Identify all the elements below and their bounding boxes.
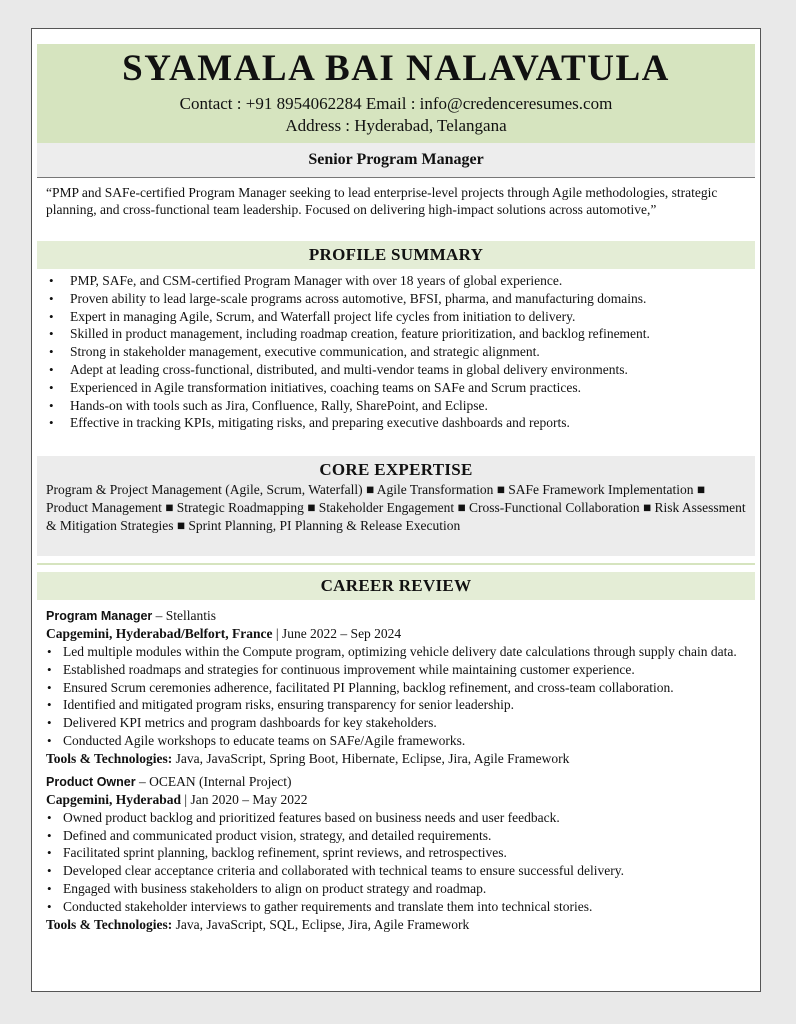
list-item: • Engaged with business stakeholders to align on product strategy and roadmap. (46, 880, 751, 898)
list-item: • Conducted Agile workshops to educate teams on SAFe/Agile frameworks. (46, 732, 751, 750)
job-entry (46, 773, 751, 934)
career-review-heading: CAREER REVIEW (37, 572, 755, 600)
tools-list: Java, JavaScript, Spring Boot, Hibernate, Eclipse, Jira, Agile Framework (172, 750, 570, 766)
list-item: • Hands-on with tools such as Jira, Confluence, Rally, SharePoint, and Eclipse. (46, 397, 746, 415)
core-expertise-heading: CORE EXPERTISE (319, 460, 473, 479)
profile-summary-list (46, 272, 746, 432)
list-item: • Owned product backlog and prioritized features based on business needs and user feedback. (46, 809, 751, 827)
address-line: Address : Hyderabad, Telangana (285, 116, 507, 135)
list-item: • Proven ability to lead large-scale programs across automotive, BFSI, pharma, and manufacturing domains. (46, 290, 746, 308)
list-item: • PMP, SAFe, and CSM-certified Program Manager with over 18 years of global experience. (46, 272, 746, 290)
core-expertise-text: Program & Project Management (Agile, Scrum, Waterfall) ■ Agile Transformation ■ SAFe Framework Implementation ■ Product Management ■ Strategic Roadmapping ■ Stakeholder Engagement ■ Cross-Functional Collaboration ■ Risk Assessment & Mitigation Strategies ■ Sprint Planning, PI Planning & Release Execution (46, 482, 746, 533)
job-role: Product Owner (46, 774, 136, 789)
objective-statement: “PMP and SAFe-certified Program Manager seeking to lead enterprise-level projects through Agile methodologies, strategic planning, and cross-functional team leadership. Focused on delivering high-impact solutions across automotive,” (46, 185, 718, 217)
job-dates: | Jan 2020 – May 2022 (181, 791, 308, 807)
list-item: • Expert in managing Agile, Scrum, and Waterfall project life cycles from initiation to delivery. (46, 308, 746, 326)
list-item: • Ensured Scrum ceremonies adherence, facilitated PI Planning, backlog refinement, and cross-team collaboration. (46, 679, 751, 697)
list-item: • Facilitated sprint planning, backlog refinement, sprint reviews, and retrospectives. (46, 844, 751, 862)
tools-label: Tools & Technologies: (46, 750, 173, 766)
list-item: • Conducted stakeholder interviews to gather requirements and translate them into technical stories. (46, 898, 751, 916)
job-client: – Stellantis (152, 608, 217, 623)
list-item: • Adept at leading cross-functional, distributed, and multi-vendor teams in global delivery environments. (46, 361, 746, 379)
job-role: Program Manager (46, 609, 153, 623)
candidate-name: SYAMALA BAI NALAVATULA (122, 48, 670, 89)
list-item: • Led multiple modules within the Compute program, optimizing vehicle delivery date calculations through supply chain data. (46, 643, 751, 661)
list-item: • Established roadmaps and strategies for continuous improvement while maintaining customer experience. (46, 661, 751, 679)
contact-line: Contact : +91 8954062284 Email : info@credenceresumes.com (179, 94, 613, 113)
core-expertise-section (37, 456, 755, 556)
job-client: – OCEAN (Internal Project) (135, 773, 292, 789)
list-item: • Effective in tracking KPIs, mitigating risks, and preparing executive dashboards and reports. (46, 414, 746, 432)
list-item: • Delivered KPI metrics and program dashboards for key stakeholders. (46, 714, 751, 732)
job-entry (46, 607, 751, 768)
profile-summary-heading: PROFILE SUMMARY (37, 241, 755, 269)
job-company: Capgemini, Hyderabad (46, 791, 182, 807)
tools-label: Tools & Technologies: (46, 916, 173, 932)
career-review-section (46, 607, 751, 934)
list-item: • Identified and mitigated program risks, ensuring transparency for senior leadership. (46, 696, 751, 714)
list-item: • Skilled in product management, including roadmap creation, feature prioritization, and backlog refinement. (46, 325, 746, 343)
list-item: • Experienced in Agile transformation initiatives, coaching teams on SAFe and Scrum practices. (46, 379, 746, 397)
resume-page (31, 28, 761, 992)
section-divider (37, 563, 755, 565)
list-item: • Defined and communicated product vision, strategy, and detailed requirements. (46, 827, 751, 845)
job-title: Senior Program Manager (37, 143, 755, 178)
list-item: • Strong in stakeholder management, executive communication, and strategic alignment. (46, 343, 746, 361)
list-item: • Developed clear acceptance criteria and collaborated with technical teams to ensure successful delivery. (46, 862, 751, 880)
tools-list: Java, JavaScript, SQL, Eclipse, Jira, Agile Framework (172, 916, 470, 932)
job-dates: | June 2022 – Sep 2024 (272, 626, 402, 641)
job-company: Capgemini, Hyderabad/Belfort, France (46, 626, 273, 641)
